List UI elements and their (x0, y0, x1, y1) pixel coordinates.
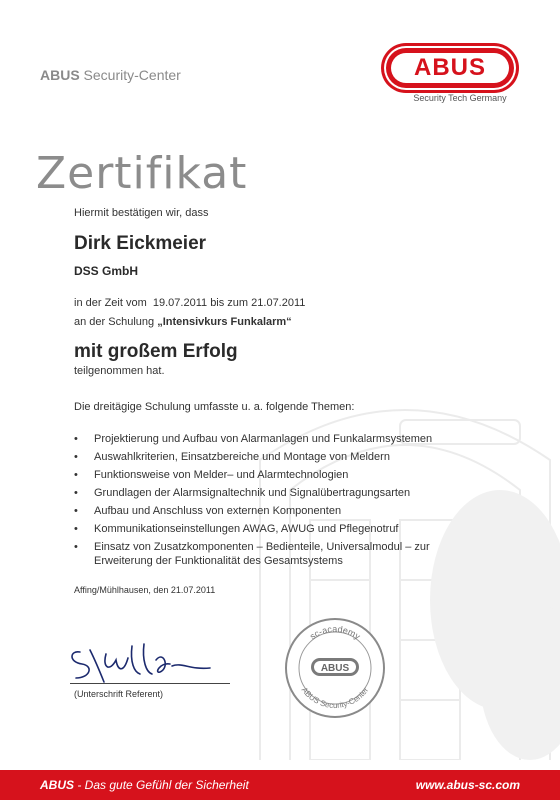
topic-item (74, 540, 434, 568)
recipient-name: Dirk Eickmeier (74, 233, 207, 254)
topics-list (74, 432, 434, 572)
security-center-brand (40, 67, 181, 83)
course-prefix: an der Schulung (74, 316, 155, 328)
topic-item (74, 522, 434, 536)
stamp-top-text: sc-academy (307, 623, 363, 642)
academy-stamp (283, 616, 387, 720)
bullet-icon: • (74, 469, 78, 481)
topic-item (74, 486, 434, 500)
bullet-icon: • (74, 541, 78, 553)
result-suffix: teilgenommen hat. (74, 365, 165, 377)
period-mid: bis zum (210, 297, 249, 309)
date-from: 19.07.2011 (152, 297, 208, 309)
footer-slogan-rest: - Das gute Gefühl der Sicherheit (74, 778, 249, 792)
topic-text: Einsatz von Zusatzkomponenten – Bedienteile, Universalmodul – zur Erweiterung der Funktionalität des Gesamtsystems (94, 541, 430, 567)
stamp-bottom-text: ABUS Security-Center (299, 685, 371, 711)
topic-text: Aufbau und Anschluss von externen Komponenten (94, 505, 342, 517)
footer-slogan (40, 778, 249, 792)
bullet-icon: • (74, 451, 78, 463)
footer-slogan-bold: ABUS (40, 778, 75, 792)
brand-rest: Security-Center (79, 67, 181, 83)
footer-bar (0, 770, 560, 800)
topics-intro: Die dreitägige Schulung umfasste u. a. folgende Themen: (74, 401, 355, 413)
period-line (74, 297, 305, 309)
abus-logo-pill (384, 46, 516, 90)
logo-tagline: Security Tech Germany (413, 93, 507, 103)
topic-text: Grundlagen der Alarmsignaltechnik und Signalübertragungsarten (94, 487, 411, 499)
result-heading: mit großem Erfolg (74, 341, 238, 362)
course-line (74, 316, 292, 328)
course-name: „Intensivkurs Funkalarm“ (157, 316, 292, 328)
place-date: Affing/Mühlhausen, den 21.07.2011 (74, 585, 216, 595)
stamp-logo-text: ABUS (320, 663, 350, 674)
topic-text: Kommunikationseinstellungen AWAG, AWUG und Pflegenotruf (94, 523, 399, 535)
topic-item (74, 468, 434, 482)
topic-text: Auswahlkriterien, Einsatzbereiche und Montage von Meldern (94, 451, 390, 463)
bullet-icon: • (74, 487, 78, 499)
abus-logo-text: ABUS (413, 54, 486, 81)
date-to: 21.07.2011 (251, 297, 306, 309)
abus-logo (384, 46, 524, 103)
topic-text: Funktionsweise von Melder– und Alarmtechnologien (94, 469, 349, 481)
intro-text: Hiermit bestätigen wir, dass (74, 207, 209, 219)
bullet-icon: • (74, 433, 78, 445)
topic-item (74, 432, 434, 446)
topic-text: Projektierung und Aufbau von Alarmanlagen und Funkalarmsystemen (94, 433, 433, 445)
handwritten-signature (60, 632, 220, 688)
period-prefix: in der Zeit vom (74, 297, 147, 309)
recipient-company: DSS GmbH (74, 264, 139, 278)
footer-website: www.abus-sc.com (415, 778, 520, 792)
signature-caption: (Unterschrift Referent) (74, 689, 164, 699)
topic-item (74, 450, 434, 464)
certificate-title: Zertifikat (36, 148, 248, 199)
signature-line (70, 683, 230, 684)
topic-item (74, 504, 434, 518)
bullet-icon: • (74, 505, 78, 517)
brand-bold: ABUS (40, 67, 80, 83)
bullet-icon: • (74, 523, 78, 535)
